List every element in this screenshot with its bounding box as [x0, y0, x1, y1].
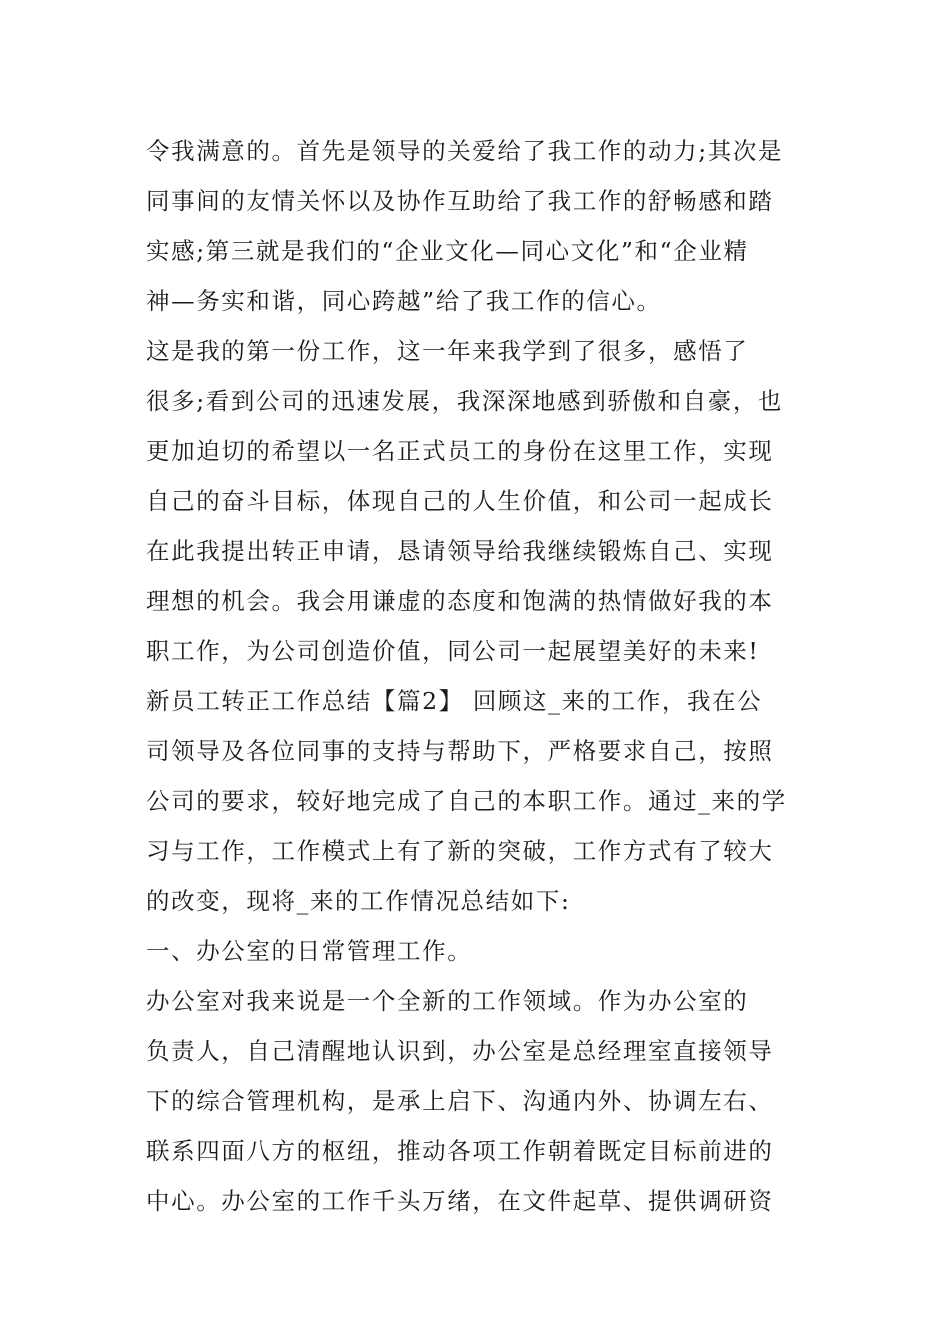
section-heading-line: 新员工转正工作总结【篇2】 回顾这_来的工作，我在公	[146, 687, 763, 715]
text-line: 令我满意的。首先是领导的关爱给了我工作的动力;其次是	[146, 137, 784, 165]
text-line: 司领导及各位同事的支持与帮助下，严格要求自己，按照	[146, 737, 774, 765]
text-line: 的改变，现将_来的工作情况总结如下:	[146, 887, 571, 915]
text-line: 更加迫切的希望以一名正式员工的身份在这里工作，实现	[146, 437, 774, 465]
text-line: 很多;看到公司的迅速发展，我深深地感到骄傲和自豪，也	[146, 387, 784, 415]
text-line: 习与工作，工作模式上有了新的突破，工作方式有了较大	[146, 837, 774, 865]
text-line: 神—务实和谐，同心跨越”给了我工作的信心。	[146, 287, 662, 315]
text-line: 实感;第三就是我们的“企业文化—同心文化”和“企业精	[146, 237, 749, 265]
text-line: 自己的奋斗目标，体现自己的人生价值，和公司一起成长	[146, 487, 774, 515]
text-line: 这是我的第一份工作，这一年来我学到了很多，感悟了	[146, 337, 749, 365]
text-line: 办公室对我来说是一个全新的工作领域。作为办公室的	[146, 987, 749, 1015]
text-line: 负责人，自己清醒地认识到，办公室是总经理室直接领导	[146, 1037, 774, 1065]
text-line: 下的综合管理机构，是承上启下、沟通内外、协调左右、	[146, 1087, 774, 1115]
text-line: 理想的机会。我会用谦虚的态度和饱满的热情做好我的本	[146, 587, 774, 615]
text-line: 联系四面八方的枢纽，推动各项工作朝着既定目标前进的	[146, 1137, 774, 1165]
text-line: 中心。办公室的工作千头万绪，在文件起草、提供调研资	[146, 1187, 774, 1215]
text-line: 在此我提出转正申请，恳请领导给我继续锻炼自己、实现	[146, 537, 774, 565]
subheading-line: 一、办公室的日常管理工作。	[146, 937, 473, 965]
text-line: 职工作，为公司创造价值，同公司一起展望美好的未来!	[146, 637, 760, 665]
text-line: 公司的要求，较好地完成了自己的本职工作。通过_来的学	[146, 787, 787, 815]
text-line: 同事间的友情关怀以及协作互助给了我工作的舒畅感和踏	[146, 187, 774, 215]
document-body	[146, 126, 810, 1226]
